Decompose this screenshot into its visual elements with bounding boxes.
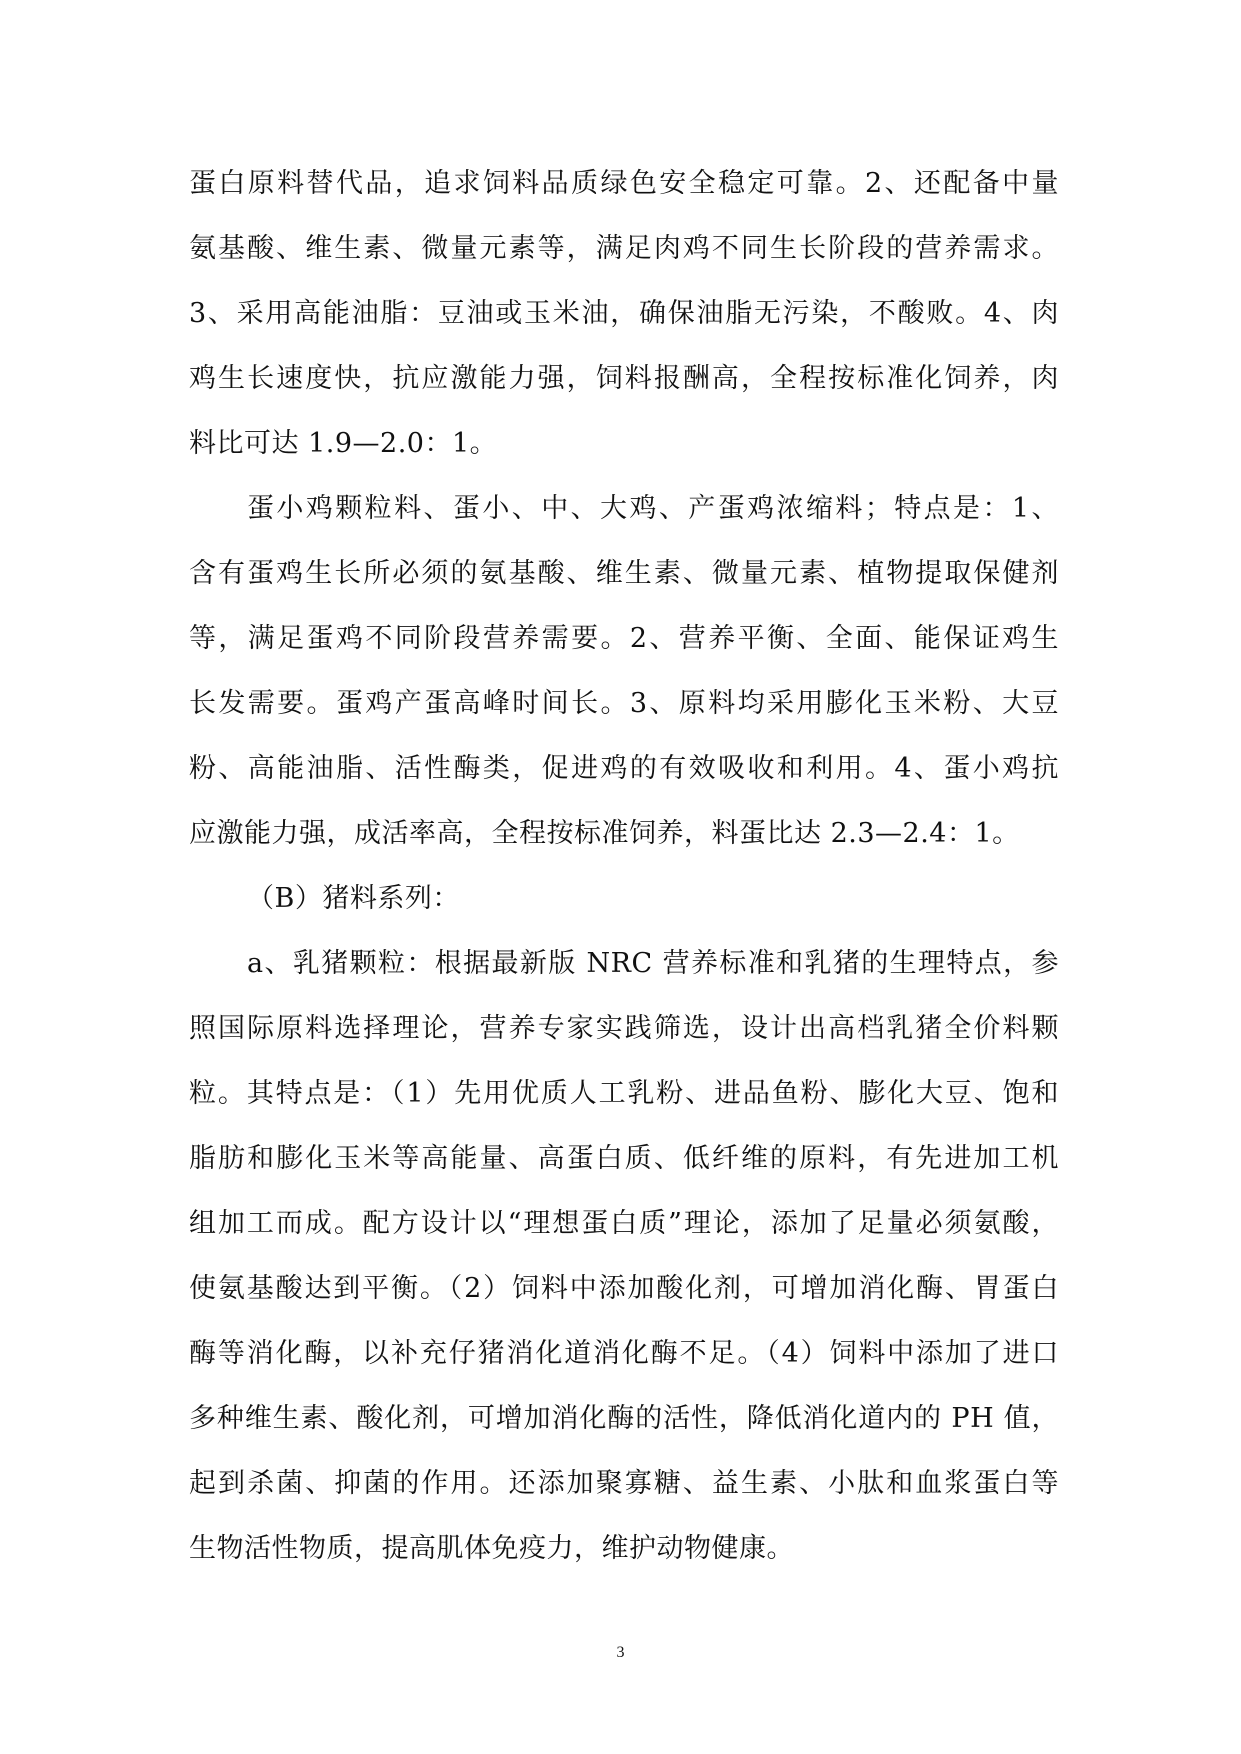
text-line: 蛋白原料替代品，追求饲料品质绿色安全稳定可靠。2、还配备中量: [189, 168, 1059, 199]
text-line: 多种维生素、酸化剂，可增加消化酶的活性，降低消化道内的 PH 值，: [189, 1403, 1059, 1434]
text-line: 料比可达 1.9—2.0：1。: [189, 428, 498, 459]
text-line: 蛋小鸡颗粒料、蛋小、中、大鸡、产蛋鸡浓缩料；特点是：1、: [247, 493, 1059, 524]
text-line: 3、采用高能油脂：豆油或玉米油，确保油脂无污染，不酸败。4、肉: [189, 298, 1059, 329]
text-line: 使氨基酸达到平衡。（2）饲料中添加酸化剂，可增加消化酶、胃蛋白: [189, 1273, 1059, 1304]
text-line: 酶等消化酶，以补充仔猪消化道消化酶不足。（4）饲料中添加了进口: [189, 1338, 1059, 1369]
text-line: 起到杀菌、抑菌的作用。还添加聚寡糖、益生素、小肽和血浆蛋白等: [189, 1468, 1059, 1499]
text-line: 脂肪和膨化玉米等高能量、高蛋白质、低纤维的原料，有先进加工机: [189, 1143, 1059, 1174]
text-line: 应激能力强，成活率高，全程按标准饲养，料蛋比达 2.3—2.4：1。: [189, 818, 1020, 849]
text-line: 生物活性物质，提高肌体免疫力，维护动物健康。: [189, 1533, 794, 1564]
text-line: 组加工而成。配方设计以“理想蛋白质”理论，添加了足量必须氨酸，: [189, 1208, 1059, 1239]
text-line: 照国际原料选择理论，营养专家实践筛选，设计出高档乳猪全价料颗: [189, 1013, 1059, 1044]
text-line: 长发需要。蛋鸡产蛋高峰时间长。3、原料均采用膨化玉米粉、大豆: [189, 688, 1059, 719]
text-line: 含有蛋鸡生长所必须的氨基酸、维生素、微量元素、植物提取保健剂: [189, 558, 1059, 589]
body-text: [189, 157, 1059, 1587]
text-line: a、乳猪颗粒：根据最新版 NRC 营养标准和乳猪的生理特点，参: [247, 948, 1059, 979]
text-line: 粉、高能油脂、活性酶类，促进鸡的有效吸收和利用。4、蛋小鸡抗: [189, 753, 1059, 784]
text-line: 粒。其特点是：（1）先用优质人工乳粉、进品鱼粉、膨化大豆、饱和: [189, 1078, 1059, 1109]
text-line: 氨基酸、维生素、微量元素等，满足肉鸡不同生长阶段的营养需求。: [189, 233, 1059, 264]
text-line: 鸡生长速度快，抗应激能力强，饲料报酬高，全程按标准化饲养，肉: [189, 363, 1059, 394]
section-heading: （B）猪料系列：: [247, 883, 460, 914]
page-number: 3: [616, 1644, 625, 1661]
text-line: 等，满足蛋鸡不同阶段营养需要。2、营养平衡、全面、能保证鸡生: [189, 623, 1059, 654]
